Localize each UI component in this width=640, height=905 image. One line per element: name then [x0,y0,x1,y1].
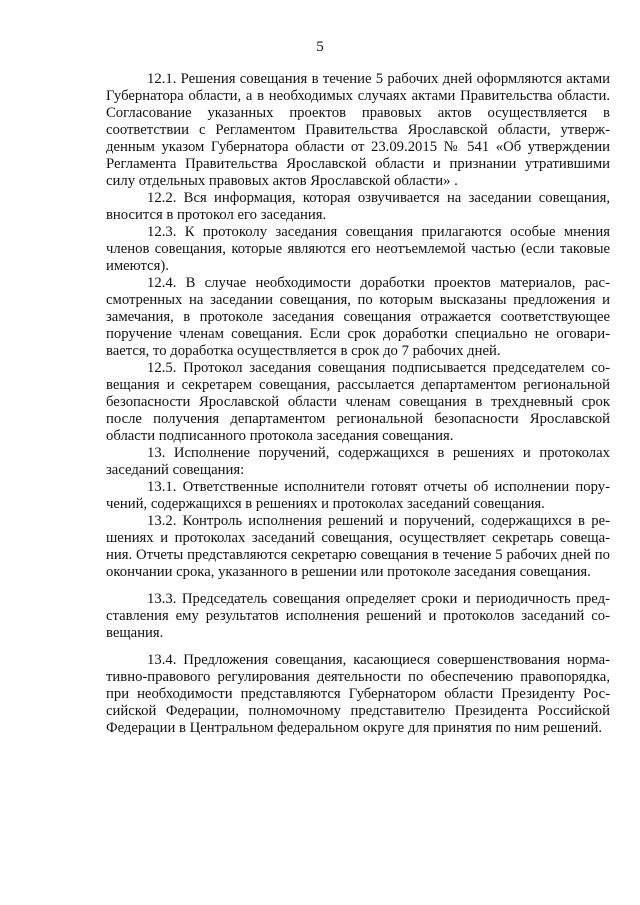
paragraph-12-2: 12.2. Вся информация, которая озвучивается на заседании совещания, вносится в протокол его заседания. [106,190,610,223]
paragraph-13-1: 13.1. Ответственные исполнители готовят отчеты об исполнении поручений, содержащихся в решениях и протоколах заседаний совещания. [106,479,610,512]
paragraph-13-4: 13.4. Предложения совещания, касающиеся совершенствования нормативно-правового регулирования деятельности по обеспечению правопорядка, при необходимости представляются Губернатором области Президенту Российской Федерации, полномочному представителю Президента Российской Федерации в Центральном федеральном округе для принятия по ним решений. [106,652,610,736]
page-number: 5 [316,39,324,55]
paragraph-12-1: 12.1. Решения совещания в течение 5 рабочих дней оформляются актами Губернатора области, а в необходимых случаях актами Правительства области. Согласование указанных проектов правовых актов осуществляется в соответствии с Регламентом Правительства Ярославской области, утвержденным указом Губернатора области от 23.09.2015 № 541 «Об утверждении Регламента Правительства Ярославской области и признании утратившими силу отдельных правовых актов Ярославской области» . [106,71,610,189]
paragraph-13-3: 13.3. Председатель совещания определяет сроки и периодичность представления ему результатов исполнения решений и протоколов заседаний совещания. [106,591,610,641]
paragraph-12-5: 12.5. Протокол заседания совещания подписывается председателем совещания и секретарем совещания, рассылается департаментом региональной безопасности Ярославской области членам совещания в трехдневный срок после получения департаментом региональной безопасности Ярославской области подписанного протокола заседания совещания. [106,360,610,444]
paragraph-13-2: 13.2. Контроль исполнения решений и поручений, содержащихся в решениях и протоколах заседаний совещания, осуществляет секретарь совещания. Отчеты представляются секретарю совещания в течение 5 рабочих дней по окончании срока, указанного в решении или протоколе заседания совещания. [106,513,610,580]
paragraph-12-4: 12.4. В случае необходимости доработки проектов материалов, рассмотренных на заседании совещания, по которым высказаны предложения и замечания, в протоколе заседания совещания отражается соответствующее поручение членам совещания. Если срок доработки специально не оговаривается, то доработка осуществляется в срок до 7 рабочих дней. [106,275,610,359]
document-body [106,71,610,737]
paragraph-13: 13. Исполнение поручений, содержащихся в решениях и протоколах заседаний совещания: [106,445,610,478]
paragraph-12-3: 12.3. К протоколу заседания совещания прилагаются особые мнения членов совещания, которые являются его неотъемлемой частью (если таковые имеются). [106,224,610,274]
